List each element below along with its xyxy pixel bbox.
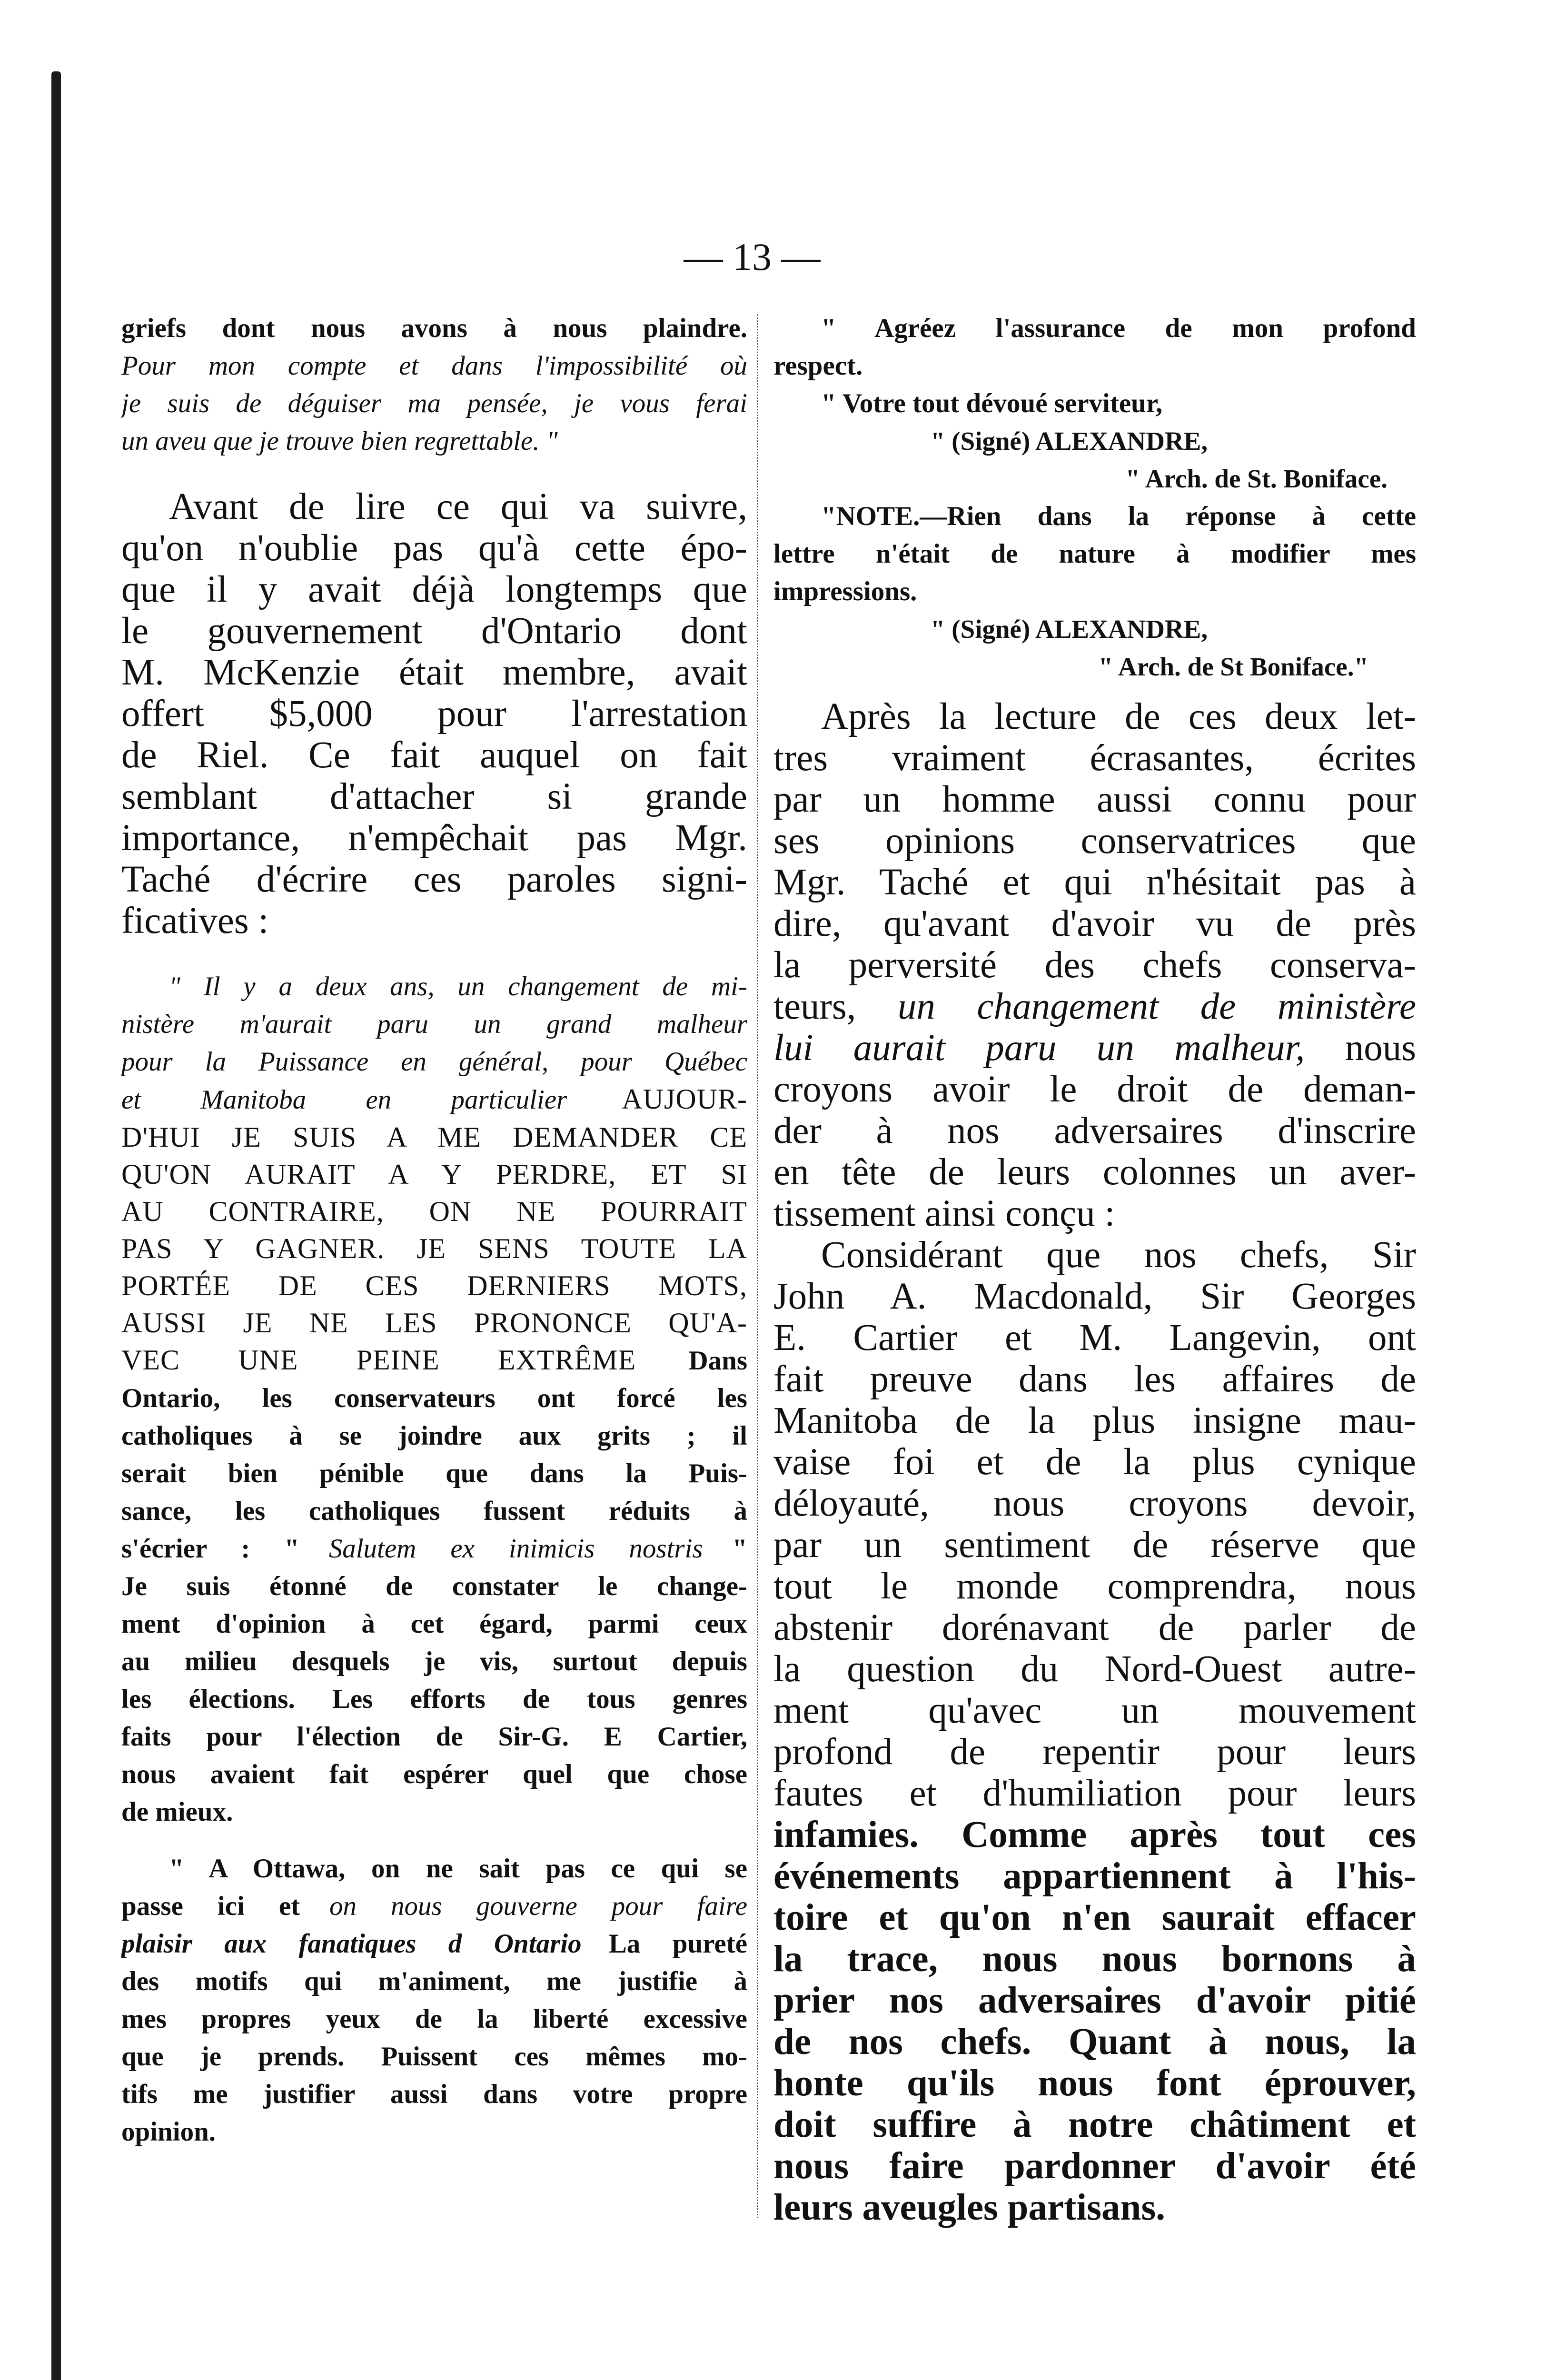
- paragraph-line: Mgr. Taché et qui n'hésitait pas à: [773, 862, 1416, 903]
- quote-fragment: passe ici et: [121, 1891, 300, 1921]
- paragraph-line: la trace, nous nous bornons à: [773, 1938, 1416, 1980]
- paragraph-line: fait preuve dans les affaires de: [773, 1359, 1416, 1400]
- quote-line: PAS Y GAGNER. JE SENS TOUTE LA: [121, 1233, 747, 1264]
- paragraph-line: vaise foi et de la plus cynique: [773, 1441, 1416, 1483]
- quote-line: de mieux.: [121, 1797, 233, 1827]
- quote-fragment: et Manitoba en particulier: [121, 1085, 567, 1115]
- quote-fragment: s'écrier : ": [121, 1534, 299, 1564]
- paragraph-line: tres vraiment écrasantes, écrites: [773, 737, 1416, 779]
- signature-line: " Arch. de St. Boniface.: [1125, 464, 1388, 493]
- quote-line: [121, 1925, 747, 1963]
- paragraph-considerant: [773, 1234, 1416, 2228]
- note-block: [773, 497, 1416, 610]
- text-fragment: nous: [1345, 1027, 1416, 1069]
- quote-line: mes propres yeux de la liberté excessive: [121, 2004, 747, 2034]
- paragraph-line: le gouvernement d'Ontario dont: [121, 610, 747, 652]
- quote-line: au milieu desquels je vis, surtout depuis: [121, 1646, 747, 1676]
- paragraph-line: Avant de lire ce qui va suivre,: [169, 486, 747, 527]
- quote-line: PORTÉE DE CES DERNIERS MOTS,: [121, 1270, 747, 1301]
- quote-line: les élections. Les efforts de tous genres: [121, 1684, 747, 1714]
- quote-fragment: plaisir aux fanatiques d Ontario: [121, 1929, 582, 1959]
- paragraph-line: croyons avoir le droit de deman-: [773, 1069, 1416, 1110]
- quote-line: [121, 1887, 747, 1925]
- quote-line: QU'ON AURAIT A Y PERDRE, ET SI: [121, 1159, 747, 1190]
- quotation-ottawa: [121, 1850, 747, 2151]
- paragraph-line: la question du Nord-Ouest autre-: [773, 1648, 1416, 1690]
- paragraph-line: E. Cartier et M. Langevin, ont: [773, 1317, 1416, 1359]
- quote-line: [121, 1341, 747, 1379]
- quote-fragment: VEC UNE PEINE EXTRÊME: [121, 1344, 636, 1376]
- quote-fragment: on nous gouverne pour faire: [329, 1891, 747, 1921]
- text-fragment: un changement de ministère: [897, 986, 1416, 1027]
- quote-line: AUSSI JE NE LES PRONONCE QU'A-: [121, 1307, 747, 1339]
- signature-line: " Arch. de St Boniface.": [1098, 652, 1368, 681]
- quote-line: serait bien pénible que dans la Puis-: [121, 1458, 747, 1488]
- paragraph-line: Considérant que nos chefs, Sir: [821, 1234, 1416, 1276]
- paragraph-line: importance, n'empêchait pas Mgr.: [121, 817, 747, 859]
- paragraph-line: ficatives :: [121, 900, 269, 942]
- signature-line: " (Signé) ALEXANDRE,: [931, 426, 1208, 456]
- quote-line: " Il y a deux ans, un changement de mi-: [169, 972, 747, 1002]
- paragraph-line: offert $5,000 pour l'arrestation: [121, 693, 747, 734]
- paragraph-line: John A. Macdonald, Sir Georges: [773, 1276, 1416, 1317]
- paragraph-line: un aveu que je trouve bien regrettable. ": [121, 426, 558, 456]
- paragraph-line: der à nos adversaires d'inscrire: [773, 1110, 1416, 1151]
- paragraph-line: griefs dont nous avons à nous plaindre.: [121, 313, 747, 343]
- paragraph-line: M. McKenzie était membre, avait: [121, 652, 747, 693]
- quote-fragment: Salutem ex inimicis nostris: [328, 1534, 703, 1564]
- quote-line: pour la Puissance en général, pour Québec: [121, 1047, 747, 1077]
- paragraph-line: [773, 1027, 1416, 1069]
- quote-line: nistère m'aurait paru un grand malheur: [121, 1009, 747, 1039]
- page-number: — 13 —: [684, 235, 821, 278]
- paragraph-line: semblant d'attacher si grande: [121, 776, 747, 817]
- left-column: [121, 309, 747, 2151]
- paragraph-line: honte qu'ils nous font éprouver,: [773, 2063, 1416, 2104]
- paragraph-line: infamies. Comme après tout ces: [773, 1814, 1416, 1855]
- paragraph-line: de nos chefs. Quant à nous, la: [773, 2021, 1416, 2063]
- quote-fragment: AUJOUR-: [622, 1083, 747, 1115]
- quote-line: Je suis étonné de constater le change-: [121, 1571, 747, 1601]
- quote-line: sance, les catholiques fussent réduits à: [121, 1496, 747, 1526]
- paragraph-line: je suis de déguiser ma pensée, je vous ferai: [121, 388, 747, 418]
- quote-fragment: ": [732, 1534, 747, 1564]
- paragraph-line: Pour mon compte et dans l'impossibilité où: [121, 351, 747, 381]
- paragraph-line: événements appartiennent à l'his-: [773, 1855, 1416, 1897]
- paragraph-line: déloyauté, nous croyons devoir,: [773, 1483, 1416, 1524]
- quote-line: opinion.: [121, 2117, 216, 2147]
- paragraph-line: profond de repentir pour leurs: [773, 1731, 1416, 1773]
- paragraph-apres-la-lecture: [773, 696, 1416, 1234]
- paragraph-line: prier nos adversaires d'avoir pitié: [773, 1980, 1416, 2021]
- quote-line: faits pour l'élection de Sir-G. E Cartier,: [121, 1722, 747, 1752]
- quote-line: des motifs qui m'animent, me justifie à: [121, 1966, 747, 1996]
- page-edge-line: [51, 71, 61, 2380]
- quote-fragment: La pureté: [608, 1929, 747, 1959]
- paragraph-line: doit suffire à notre châtiment et: [773, 2104, 1416, 2145]
- quote-line: que je prends. Puissent ces mêmes mo-: [121, 2042, 747, 2072]
- text-fragment: teurs,: [773, 986, 856, 1027]
- paragraph-line: par un sentiment de réserve que: [773, 1524, 1416, 1566]
- letter-close-line: " Agréez l'assurance de mon profond: [821, 313, 1416, 343]
- paragraph-line: Après la lecture de ces deux let-: [821, 696, 1416, 737]
- paragraph-line: que il y avait déjà longtemps que: [121, 569, 747, 610]
- quote-line: catholiques à se joindre aux grits ; il: [121, 1421, 747, 1451]
- column-divider: [757, 314, 758, 2218]
- letter-close-line: " Votre tout dévoué serviteur,: [821, 388, 1163, 418]
- paragraph-line: leurs aveugles partisans.: [773, 2187, 1165, 2228]
- quote-line: ment d'opinion à cet égard, parmi ceux: [121, 1609, 747, 1639]
- quotation-tache: [121, 968, 747, 1831]
- paragraph-line: qu'on n'oublie pas qu'à cette épo-: [121, 527, 747, 569]
- quote-line: [121, 1081, 747, 1119]
- paragraph-line: tout le monde comprendra, nous: [773, 1566, 1416, 1607]
- text-fragment: lui aurait paru un malheur,: [773, 1027, 1305, 1069]
- quote-line: nous avaient fait espérer quel que chose: [121, 1759, 747, 1789]
- paragraph-line: ses opinions conservatrices que: [773, 820, 1416, 862]
- paragraph-avant-de-lire: [121, 486, 747, 942]
- quote-line: AU CONTRAIRE, ON NE POURRAIT: [121, 1196, 747, 1227]
- paragraph-line: tissement ainsi conçu :: [773, 1193, 1115, 1234]
- paragraph-line: ment qu'avec un mouvement: [773, 1690, 1416, 1731]
- paragraph-line: [773, 986, 1416, 1027]
- note-line: "NOTE.—Rien dans la réponse à cette: [821, 501, 1416, 531]
- quote-line: Ontario, les conservateurs ont forcé les: [121, 1383, 747, 1413]
- paragraph-line: fautes et d'humiliation pour leurs: [773, 1773, 1416, 1814]
- paragraph-line: de Riel. Ce fait auquel on fait: [121, 734, 747, 776]
- paragraph-line: Manitoba de la plus insigne mau-: [773, 1400, 1416, 1441]
- quote-line: tifs me justifier aussi dans votre propre: [121, 2079, 747, 2109]
- quote-fragment: Dans: [688, 1346, 747, 1376]
- paragraph-line: Taché d'écrire ces paroles signi-: [121, 859, 747, 900]
- paragraph-line: la perversité des chefs conserva-: [773, 944, 1416, 986]
- paragraph-line: dire, qu'avant d'avoir vu de près: [773, 903, 1416, 944]
- paragraph-line: par un homme aussi connu pour: [773, 779, 1416, 820]
- quote-line: [121, 1530, 747, 1567]
- paragraph-line: abstenir dorénavant de parler de: [773, 1607, 1416, 1648]
- quote-line: D'HUI JE SUIS A ME DEMANDER CE: [121, 1121, 747, 1153]
- note-line: impressions.: [773, 576, 917, 606]
- paragraph-line: nous faire pardonner d'avoir été: [773, 2145, 1416, 2187]
- right-column: [773, 309, 1416, 2228]
- paragraph-line: en tête de leurs colonnes un aver-: [773, 1151, 1416, 1193]
- letter-close-line: respect.: [773, 351, 863, 381]
- note-line: lettre n'était de nature à modifier mes: [773, 539, 1416, 569]
- quote-line: " A Ottawa, on ne sait pas ce qui se: [169, 1854, 747, 1884]
- signature-line: " (Signé) ALEXANDRE,: [931, 615, 1208, 644]
- paragraph-line: toire et qu'on n'en saurait effacer: [773, 1897, 1416, 1938]
